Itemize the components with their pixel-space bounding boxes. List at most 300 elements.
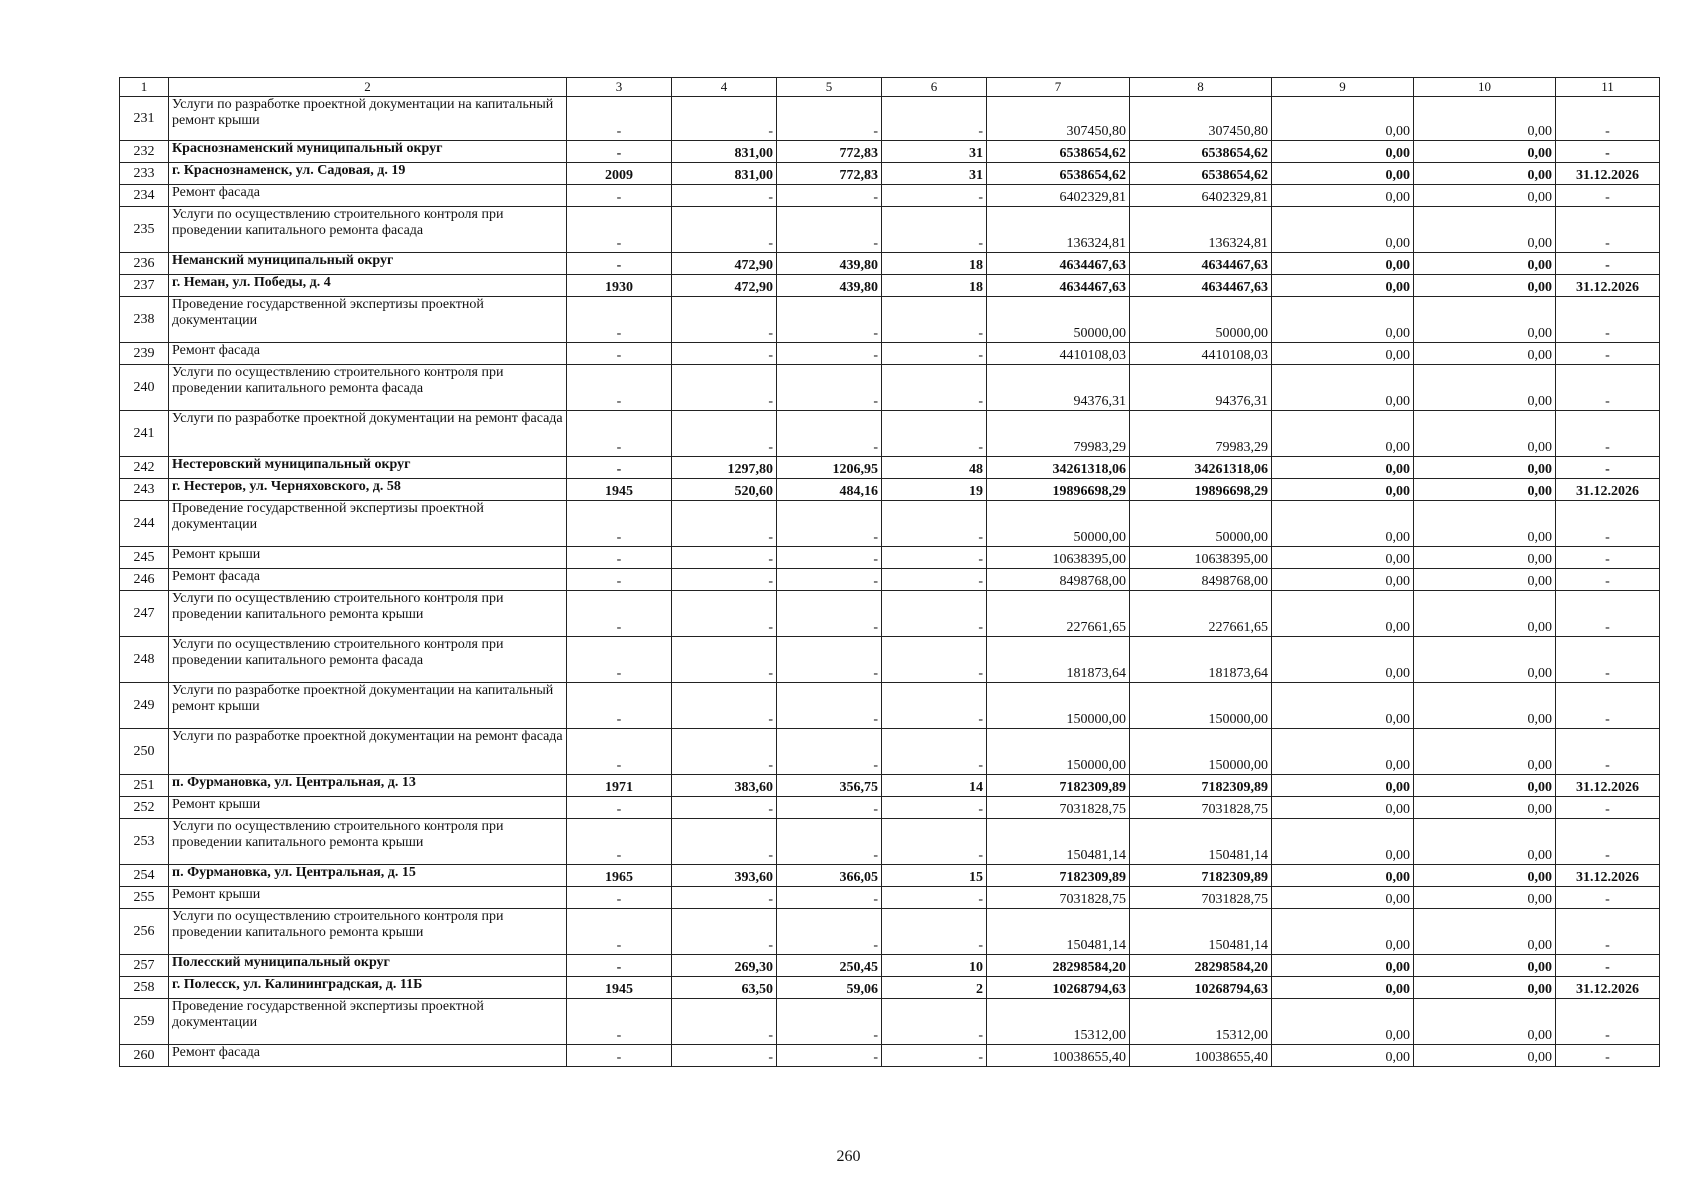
- value-cell: -: [672, 887, 777, 909]
- value-cell: 356,75: [777, 775, 882, 797]
- amount-cell: 181873,64: [1130, 637, 1272, 683]
- year-cell: 1945: [567, 977, 672, 999]
- amount-cell: 150481,14: [987, 909, 1130, 955]
- table-row: [120, 909, 1660, 955]
- value-cell: -: [777, 297, 882, 343]
- table-row: [120, 163, 1660, 185]
- amount-cell: 0,00: [1414, 819, 1556, 865]
- item-name-cell: Проведение государственной экспертизы проектной документации: [169, 999, 567, 1045]
- item-name-cell: Проведение государственной экспертизы проектной документации: [169, 501, 567, 547]
- deadline-cell: 31.12.2026: [1556, 275, 1660, 297]
- value-cell: -: [777, 185, 882, 207]
- row-number-cell: 236: [120, 253, 169, 275]
- value-cell: 520,60: [672, 479, 777, 501]
- deadline-cell: -: [1556, 955, 1660, 977]
- amount-cell: 0,00: [1414, 457, 1556, 479]
- row-number-cell: 254: [120, 865, 169, 887]
- amount-cell: 94376,31: [987, 365, 1130, 411]
- amount-cell: 0,00: [1272, 955, 1414, 977]
- deadline-cell: -: [1556, 185, 1660, 207]
- item-name-cell: Проведение государственной экспертизы проектной документации: [169, 297, 567, 343]
- deadline-cell: -: [1556, 909, 1660, 955]
- column-header: 4: [672, 78, 777, 97]
- deadline-cell: -: [1556, 411, 1660, 457]
- deadline-cell: 31.12.2026: [1556, 479, 1660, 501]
- item-name-cell: Полесский муниципальный округ: [169, 955, 567, 977]
- value-cell: 1206,95: [777, 457, 882, 479]
- amount-cell: 0,00: [1272, 343, 1414, 365]
- value-cell: -: [672, 207, 777, 253]
- value-cell: 31: [882, 141, 987, 163]
- year-cell: -: [567, 411, 672, 457]
- value-cell: -: [672, 547, 777, 569]
- amount-cell: 7031828,75: [987, 887, 1130, 909]
- amount-cell: 0,00: [1272, 479, 1414, 501]
- table-row: [120, 977, 1660, 999]
- amount-cell: 34261318,06: [987, 457, 1130, 479]
- row-number-cell: 233: [120, 163, 169, 185]
- item-name-cell: Ремонт фасада: [169, 185, 567, 207]
- amount-cell: 0,00: [1414, 999, 1556, 1045]
- amount-cell: 150481,14: [1130, 819, 1272, 865]
- value-cell: -: [777, 909, 882, 955]
- value-cell: -: [882, 343, 987, 365]
- value-cell: -: [672, 343, 777, 365]
- row-number-cell: 259: [120, 999, 169, 1045]
- deadline-cell: -: [1556, 207, 1660, 253]
- amount-cell: 0,00: [1414, 185, 1556, 207]
- value-cell: -: [672, 185, 777, 207]
- amount-cell: 0,00: [1414, 887, 1556, 909]
- item-name-cell: Ремонт крыши: [169, 797, 567, 819]
- amount-cell: 0,00: [1272, 683, 1414, 729]
- amount-cell: 150000,00: [1130, 729, 1272, 775]
- amount-cell: 7031828,75: [1130, 797, 1272, 819]
- amount-cell: 7031828,75: [1130, 887, 1272, 909]
- deadline-cell: -: [1556, 501, 1660, 547]
- value-cell: -: [777, 547, 882, 569]
- item-name-cell: Услуги по осуществлению строительного контроля при проведении капитального ремонта фасада: [169, 365, 567, 411]
- amount-cell: 6538654,62: [987, 141, 1130, 163]
- table-row: [120, 275, 1660, 297]
- table-row: [120, 797, 1660, 819]
- value-cell: 48: [882, 457, 987, 479]
- value-cell: -: [777, 207, 882, 253]
- deadline-cell: -: [1556, 547, 1660, 569]
- year-cell: -: [567, 999, 672, 1045]
- amount-cell: 227661,65: [987, 591, 1130, 637]
- amount-cell: 0,00: [1414, 775, 1556, 797]
- value-cell: -: [882, 569, 987, 591]
- amount-cell: 0,00: [1272, 819, 1414, 865]
- amount-cell: 7182309,89: [1130, 775, 1272, 797]
- value-cell: -: [882, 637, 987, 683]
- amount-cell: 0,00: [1272, 185, 1414, 207]
- table-row: [120, 501, 1660, 547]
- table-row: [120, 683, 1660, 729]
- amount-cell: 4410108,03: [1130, 343, 1272, 365]
- amount-cell: 0,00: [1272, 275, 1414, 297]
- deadline-cell: -: [1556, 683, 1660, 729]
- amount-cell: 0,00: [1414, 501, 1556, 547]
- value-cell: -: [882, 591, 987, 637]
- amount-cell: 0,00: [1414, 297, 1556, 343]
- item-name-cell: Ремонт фасада: [169, 1045, 567, 1067]
- year-cell: -: [567, 207, 672, 253]
- amount-cell: 0,00: [1272, 547, 1414, 569]
- row-number-cell: 243: [120, 479, 169, 501]
- item-name-cell: Ремонт фасада: [169, 343, 567, 365]
- table-row: [120, 297, 1660, 343]
- year-cell: -: [567, 729, 672, 775]
- amount-cell: 50000,00: [987, 297, 1130, 343]
- value-cell: 1297,80: [672, 457, 777, 479]
- item-name-cell: Услуги по осуществлению строительного контроля при проведении капитального ремонта крыши: [169, 819, 567, 865]
- amount-cell: 4634467,63: [987, 253, 1130, 275]
- year-cell: -: [567, 909, 672, 955]
- deadline-cell: -: [1556, 343, 1660, 365]
- item-name-cell: г. Нестеров, ул. Черняховского, д. 58: [169, 479, 567, 501]
- year-cell: 1971: [567, 775, 672, 797]
- year-cell: -: [567, 797, 672, 819]
- deadline-cell: -: [1556, 729, 1660, 775]
- value-cell: -: [882, 297, 987, 343]
- table-row: [120, 365, 1660, 411]
- item-name-cell: Услуги по разработке проектной документации на ремонт фасада: [169, 729, 567, 775]
- value-cell: -: [777, 365, 882, 411]
- amount-cell: 0,00: [1414, 275, 1556, 297]
- value-cell: -: [882, 207, 987, 253]
- amount-cell: 0,00: [1414, 547, 1556, 569]
- year-cell: -: [567, 297, 672, 343]
- amount-cell: 0,00: [1414, 683, 1556, 729]
- amount-cell: 94376,31: [1130, 365, 1272, 411]
- value-cell: -: [672, 569, 777, 591]
- amount-cell: 10268794,63: [987, 977, 1130, 999]
- value-cell: -: [777, 1045, 882, 1067]
- table-row: [120, 887, 1660, 909]
- amount-cell: 34261318,06: [1130, 457, 1272, 479]
- year-cell: 2009: [567, 163, 672, 185]
- value-cell: -: [777, 343, 882, 365]
- row-number-cell: 260: [120, 1045, 169, 1067]
- item-name-cell: Услуги по осуществлению строительного контроля при проведении капитального ремонта крыши: [169, 591, 567, 637]
- amount-cell: 19896698,29: [1130, 479, 1272, 501]
- column-header: 10: [1414, 78, 1556, 97]
- year-cell: -: [567, 97, 672, 141]
- deadline-cell: 31.12.2026: [1556, 775, 1660, 797]
- value-cell: -: [882, 1045, 987, 1067]
- year-cell: -: [567, 365, 672, 411]
- deadline-cell: -: [1556, 819, 1660, 865]
- amount-cell: 6538654,62: [1130, 141, 1272, 163]
- page-number: 260: [836, 1148, 861, 1165]
- amount-cell: 0,00: [1272, 141, 1414, 163]
- amount-cell: 0,00: [1414, 729, 1556, 775]
- table-row: [120, 955, 1660, 977]
- row-number-cell: 231: [120, 97, 169, 141]
- amount-cell: 307450,80: [1130, 97, 1272, 141]
- amount-cell: 7182309,89: [1130, 865, 1272, 887]
- amount-cell: 0,00: [1272, 501, 1414, 547]
- row-number-cell: 237: [120, 275, 169, 297]
- value-cell: -: [882, 547, 987, 569]
- value-cell: -: [882, 683, 987, 729]
- row-number-cell: 241: [120, 411, 169, 457]
- row-number-cell: 244: [120, 501, 169, 547]
- item-name-cell: Услуги по разработке проектной документации на ремонт фасада: [169, 411, 567, 457]
- amount-cell: 0,00: [1272, 977, 1414, 999]
- amount-cell: 0,00: [1272, 569, 1414, 591]
- table-row: [120, 457, 1660, 479]
- item-name-cell: г. Неман, ул. Победы, д. 4: [169, 275, 567, 297]
- amount-cell: 0,00: [1414, 569, 1556, 591]
- year-cell: -: [567, 1045, 672, 1067]
- item-name-cell: Услуги по осуществлению строительного контроля при проведении капитального ремонта фасада: [169, 207, 567, 253]
- row-number-cell: 235: [120, 207, 169, 253]
- value-cell: -: [882, 365, 987, 411]
- deadline-cell: 31.12.2026: [1556, 977, 1660, 999]
- table-row: [120, 1045, 1660, 1067]
- amount-cell: 6538654,62: [1130, 163, 1272, 185]
- amount-cell: 0,00: [1414, 637, 1556, 683]
- value-cell: -: [672, 1045, 777, 1067]
- item-name-cell: г. Полесск, ул. Калининградская, д. 11Б: [169, 977, 567, 999]
- row-number-cell: 247: [120, 591, 169, 637]
- value-cell: -: [672, 683, 777, 729]
- row-number-cell: 257: [120, 955, 169, 977]
- value-cell: -: [672, 999, 777, 1045]
- amount-cell: 0,00: [1272, 1045, 1414, 1067]
- value-cell: -: [777, 819, 882, 865]
- year-cell: -: [567, 591, 672, 637]
- amount-cell: 10638395,00: [1130, 547, 1272, 569]
- amount-cell: 0,00: [1272, 253, 1414, 275]
- row-number-cell: 234: [120, 185, 169, 207]
- year-cell: -: [567, 457, 672, 479]
- amount-cell: 15312,00: [987, 999, 1130, 1045]
- year-cell: -: [567, 887, 672, 909]
- table-row: [120, 207, 1660, 253]
- amount-cell: 0,00: [1414, 365, 1556, 411]
- table-row: [120, 547, 1660, 569]
- amount-cell: 6402329,81: [1130, 185, 1272, 207]
- column-header: 11: [1556, 78, 1660, 97]
- amount-cell: 19896698,29: [987, 479, 1130, 501]
- table-row: [120, 253, 1660, 275]
- table-row: [120, 591, 1660, 637]
- amount-cell: 0,00: [1414, 479, 1556, 501]
- year-cell: -: [567, 253, 672, 275]
- value-cell: -: [882, 797, 987, 819]
- value-cell: 18: [882, 275, 987, 297]
- table-row: [120, 141, 1660, 163]
- table-row: [120, 637, 1660, 683]
- amount-cell: 0,00: [1272, 887, 1414, 909]
- item-name-cell: г. Краснознаменск, ул. Садовая, д. 19: [169, 163, 567, 185]
- item-name-cell: Услуги по осуществлению строительного контроля при проведении капитального ремонта фасада: [169, 637, 567, 683]
- year-cell: -: [567, 683, 672, 729]
- value-cell: 63,50: [672, 977, 777, 999]
- amount-cell: 0,00: [1414, 909, 1556, 955]
- amount-cell: 0,00: [1414, 141, 1556, 163]
- amount-cell: 0,00: [1272, 411, 1414, 457]
- table-row: [120, 729, 1660, 775]
- deadline-cell: -: [1556, 797, 1660, 819]
- value-cell: -: [882, 97, 987, 141]
- row-number-cell: 249: [120, 683, 169, 729]
- deadline-cell: 31.12.2026: [1556, 163, 1660, 185]
- value-cell: 772,83: [777, 141, 882, 163]
- value-cell: -: [777, 637, 882, 683]
- value-cell: 31: [882, 163, 987, 185]
- value-cell: 18: [882, 253, 987, 275]
- item-name-cell: п. Фурмановка, ул. Центральная, д. 15: [169, 865, 567, 887]
- amount-cell: 6538654,62: [987, 163, 1130, 185]
- amount-cell: 0,00: [1414, 977, 1556, 999]
- column-header: 1: [120, 78, 169, 97]
- amount-cell: 0,00: [1272, 999, 1414, 1045]
- amount-cell: 0,00: [1414, 797, 1556, 819]
- value-cell: -: [777, 999, 882, 1045]
- amount-cell: 4634467,63: [1130, 275, 1272, 297]
- value-cell: 2: [882, 977, 987, 999]
- deadline-cell: -: [1556, 297, 1660, 343]
- amount-cell: 0,00: [1272, 365, 1414, 411]
- amount-cell: 0,00: [1272, 297, 1414, 343]
- value-cell: -: [672, 297, 777, 343]
- amount-cell: 50000,00: [987, 501, 1130, 547]
- amount-cell: 150000,00: [987, 683, 1130, 729]
- deadline-cell: -: [1556, 999, 1660, 1045]
- value-cell: 472,90: [672, 253, 777, 275]
- amount-cell: 10038655,40: [987, 1045, 1130, 1067]
- amount-cell: 0,00: [1414, 207, 1556, 253]
- value-cell: -: [882, 185, 987, 207]
- amount-cell: 0,00: [1272, 207, 1414, 253]
- value-cell: -: [777, 501, 882, 547]
- item-name-cell: Ремонт фасада: [169, 569, 567, 591]
- column-header: 8: [1130, 78, 1272, 97]
- deadline-cell: 31.12.2026: [1556, 865, 1660, 887]
- year-cell: -: [567, 637, 672, 683]
- row-number-cell: 252: [120, 797, 169, 819]
- value-cell: 59,06: [777, 977, 882, 999]
- row-number-cell: 232: [120, 141, 169, 163]
- year-cell: -: [567, 955, 672, 977]
- item-name-cell: Нестеровский муниципальный округ: [169, 457, 567, 479]
- value-cell: 393,60: [672, 865, 777, 887]
- amount-cell: 0,00: [1414, 253, 1556, 275]
- value-cell: 472,90: [672, 275, 777, 297]
- amount-cell: 0,00: [1272, 97, 1414, 141]
- row-number-cell: 255: [120, 887, 169, 909]
- table-row: [120, 819, 1660, 865]
- value-cell: 14: [882, 775, 987, 797]
- value-cell: -: [672, 729, 777, 775]
- amount-cell: 4634467,63: [987, 275, 1130, 297]
- column-header: 2: [169, 78, 567, 97]
- deadline-cell: -: [1556, 457, 1660, 479]
- deadline-cell: -: [1556, 97, 1660, 141]
- column-header: 9: [1272, 78, 1414, 97]
- row-number-cell: 239: [120, 343, 169, 365]
- value-cell: -: [672, 819, 777, 865]
- table-row: [120, 999, 1660, 1045]
- row-number-cell: 251: [120, 775, 169, 797]
- amount-cell: 0,00: [1414, 343, 1556, 365]
- deadline-cell: -: [1556, 887, 1660, 909]
- value-cell: -: [882, 819, 987, 865]
- value-cell: 439,80: [777, 275, 882, 297]
- amount-cell: 7182309,89: [987, 865, 1130, 887]
- item-name-cell: Ремонт крыши: [169, 547, 567, 569]
- table-row: [120, 775, 1660, 797]
- amount-cell: 28298584,20: [987, 955, 1130, 977]
- amount-cell: 307450,80: [987, 97, 1130, 141]
- value-cell: 439,80: [777, 253, 882, 275]
- amount-cell: 4634467,63: [1130, 253, 1272, 275]
- year-cell: -: [567, 819, 672, 865]
- value-cell: 772,83: [777, 163, 882, 185]
- value-cell: 19: [882, 479, 987, 501]
- amount-cell: 10038655,40: [1130, 1045, 1272, 1067]
- amount-cell: 8498768,00: [1130, 569, 1272, 591]
- amount-cell: 10268794,63: [1130, 977, 1272, 999]
- table-row: [120, 185, 1660, 207]
- column-header: 6: [882, 78, 987, 97]
- deadline-cell: -: [1556, 1045, 1660, 1067]
- value-cell: -: [777, 797, 882, 819]
- amount-cell: 0,00: [1414, 411, 1556, 457]
- year-cell: 1945: [567, 479, 672, 501]
- row-number-cell: 250: [120, 729, 169, 775]
- row-number-cell: 258: [120, 977, 169, 999]
- row-number-cell: 242: [120, 457, 169, 479]
- amount-cell: 150481,14: [987, 819, 1130, 865]
- item-name-cell: Неманский муниципальный округ: [169, 253, 567, 275]
- deadline-cell: -: [1556, 141, 1660, 163]
- row-number-cell: 256: [120, 909, 169, 955]
- item-name-cell: Услуги по осуществлению строительного контроля при проведении капитального ремонта крыши: [169, 909, 567, 955]
- amount-cell: 0,00: [1414, 591, 1556, 637]
- amount-cell: 7031828,75: [987, 797, 1130, 819]
- value-cell: -: [672, 97, 777, 141]
- row-number-cell: 248: [120, 637, 169, 683]
- amount-cell: 0,00: [1414, 97, 1556, 141]
- value-cell: -: [777, 411, 882, 457]
- capital-repair-table: [119, 77, 1660, 1067]
- value-cell: -: [672, 909, 777, 955]
- item-name-cell: Услуги по разработке проектной документации на капитальный ремонт крыши: [169, 683, 567, 729]
- value-cell: 366,05: [777, 865, 882, 887]
- value-cell: -: [672, 501, 777, 547]
- value-cell: 484,16: [777, 479, 882, 501]
- value-cell: -: [672, 411, 777, 457]
- year-cell: -: [567, 343, 672, 365]
- deadline-cell: -: [1556, 253, 1660, 275]
- value-cell: -: [882, 909, 987, 955]
- amount-cell: 0,00: [1272, 775, 1414, 797]
- table-row: [120, 97, 1660, 141]
- value-cell: 831,00: [672, 141, 777, 163]
- deadline-cell: -: [1556, 591, 1660, 637]
- value-cell: -: [672, 365, 777, 411]
- year-cell: 1930: [567, 275, 672, 297]
- amount-cell: 0,00: [1272, 865, 1414, 887]
- table-row: [120, 343, 1660, 365]
- amount-cell: 150481,14: [1130, 909, 1272, 955]
